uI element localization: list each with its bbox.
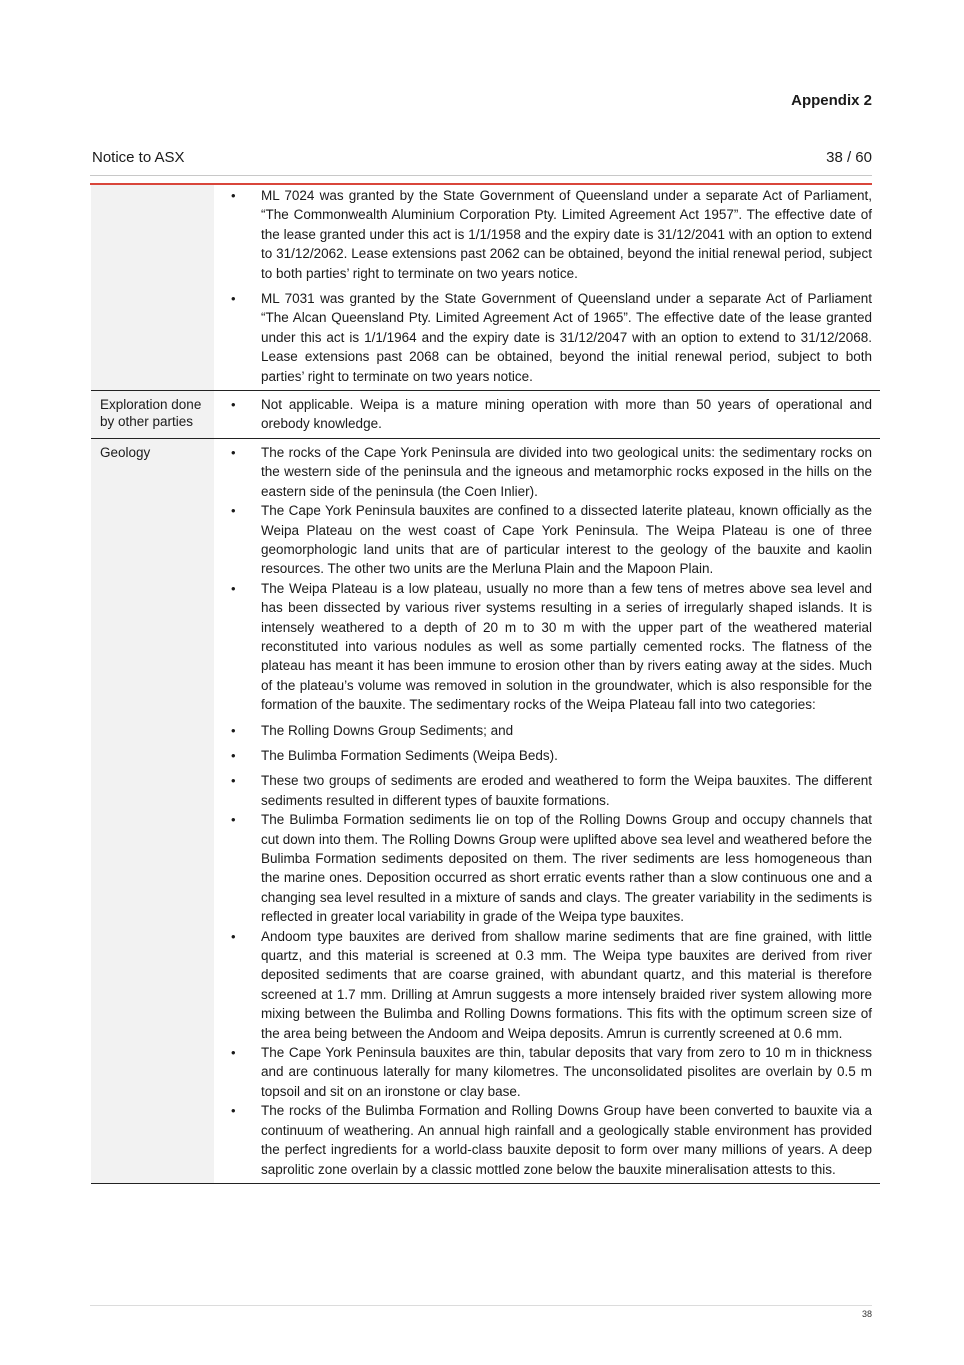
appendix-label: Appendix 2 <box>791 92 872 109</box>
list-item: • ML 7024 was granted by the State Government of Queensland under a separate Act of Parliament, “The Commonwealth Aluminium Corporation Pty. Limited Agreement Act 1957”. The effective date of the lease granted under this act is 1/1/1958 and the expiry date is 31/12/2041 with an option to extend to 31/12/2062. Lease extensions past 2062 can be obtained, beyond the initial renewal period, subject to both parties’ right to terminate on two years notice. <box>214 186 872 283</box>
bullet-list <box>214 443 872 1179</box>
criteria-label <box>91 185 214 391</box>
criteria-table <box>91 185 880 1184</box>
footer-page-number: 38 <box>861 1309 872 1319</box>
table-row <box>91 438 880 1183</box>
bullet-list <box>214 395 872 434</box>
footer-divider <box>90 1305 872 1306</box>
list-item: • Andoom type bauxites are derived from shallow marine sediments that are fine grained, with little quartz, and this material is screened at 0.3 mm. The Weipa type bauxites are derived from river deposited sediments that are coarse grained, with abundant quartz, and this material is therefore screened at 1.7 mm. Drilling at Amrun suggests a more intensely braided river system allowing more mixing between the Bulimba and Rolling Downs formations. This fits with the optimum screen size of the area being between the Andoom and Weipa deposits. Amrun is currently screened at 0.6 mm. <box>214 927 872 1043</box>
list-item: • The Bulimba Formation Sediments (Weipa Beds). <box>214 746 872 765</box>
bullet-list <box>214 186 872 386</box>
table-row <box>91 185 880 391</box>
commentary-cell <box>214 438 880 1183</box>
list-item: • The Cape York Peninsula bauxites are confined to a dissected laterite plateau, known officially as the Weipa Plateau on the west coast of Cape York Peninsula. The Weipa Plateau is one of three geomorphologic land units that are of particular interest to the geology of the bauxite and kaolin resources. The other two units are the Merluna Plain and the Mapoon Plain. <box>214 501 872 579</box>
list-item: • The Cape York Peninsula bauxites are thin, tabular deposits that vary from zero to 10 m in thickness and are continuous laterally for many kilometres. The unconsolidated pisolites are overlain by 0.5 m topsoil and sit on an ironstone or clay base. <box>214 1043 872 1101</box>
list-item: • The Bulimba Formation sediments lie on top of the Rolling Downs Group and occupy channels that cut down into them. The Rolling Downs Group were uplifted above sea level and weathered before the Bulimba Formation sediments deposited on them. The river sediments are less homogeneous than the marine ones. Deposition occurred as short erratic events rather than a slow continuous one and a changing sea level resulted in a mixture of sands and clays. The greater variability in the sediments is reflected in greater local variability in grade of the Weipa type bauxites. <box>214 810 872 926</box>
header-divider <box>90 175 872 176</box>
table-row <box>91 391 880 439</box>
list-item: • These two groups of sediments are eroded and weathered to form the Weipa bauxites. The different sediments resulted in different types of bauxite formations. <box>214 771 872 810</box>
list-item: • ML 7031 was granted by the State Government of Queensland under a separate Act of Parliament “The Alcan Queensland Pty. Limited Agreement Act of 1965”. The effective date of the lease granted under this act is 1/1/1964 and the expiry date is 31/12/2047 with an option to extend to 31/12/2068. Lease extensions past 2068 can be obtained, beyond the initial renewal period, subject to both parties’ right to terminate on two years notice. <box>214 289 872 386</box>
page-indicator: 38 / 60 <box>826 149 872 166</box>
list-item: • Not applicable. Weipa is a mature mining operation with more than 50 years of operational and orebody knowledge. <box>214 395 872 434</box>
document-title: Notice to ASX <box>92 149 185 166</box>
criteria-label: Geology <box>91 438 214 1183</box>
list-item: • The Rolling Downs Group Sediments; and <box>214 721 872 740</box>
list-item: • The rocks of the Cape York Peninsula are divided into two geological units: the sedimentary rocks on the western side of the peninsula and the igneous and metamorphic rocks exposed in the hills on the eastern side of the peninsula (the Coen Inlier). <box>214 443 872 501</box>
criteria-label: Exploration done by other parties <box>91 391 214 439</box>
commentary-cell <box>214 391 880 439</box>
list-item: • The Weipa Plateau is a low plateau, usually no more than a few tens of metres above sea level and has been dissected by various river systems resulting in a series of irregularly shaped islands. It is intensely weathered to a depth of 20 m to 30 m with the upper part of the weathered material reconstituted into various nodules as well as some partially cemented rocks. The flatness of the plateau has meant it has been immune to erosion other than by rivers eating away at the sides. Much of the plateau’s volume was removed in solution in the groundwater, which is also responsible for the formation of the bauxite. The sedimentary rocks of the Weipa Plateau fall into two categories: <box>214 579 872 715</box>
list-item: • The rocks of the Bulimba Formation and Rolling Downs Group have been converted to bauxite via a continuum of weathering. An annual high rainfall and a geologically stable environment has provided the perfect ingredients for a world-class bauxite deposit to form over many millions of years. A deep saprolitic zone overlain by a classic mottled zone below the bauxite mineralisation attests to this. <box>214 1101 872 1179</box>
commentary-cell <box>214 185 880 391</box>
